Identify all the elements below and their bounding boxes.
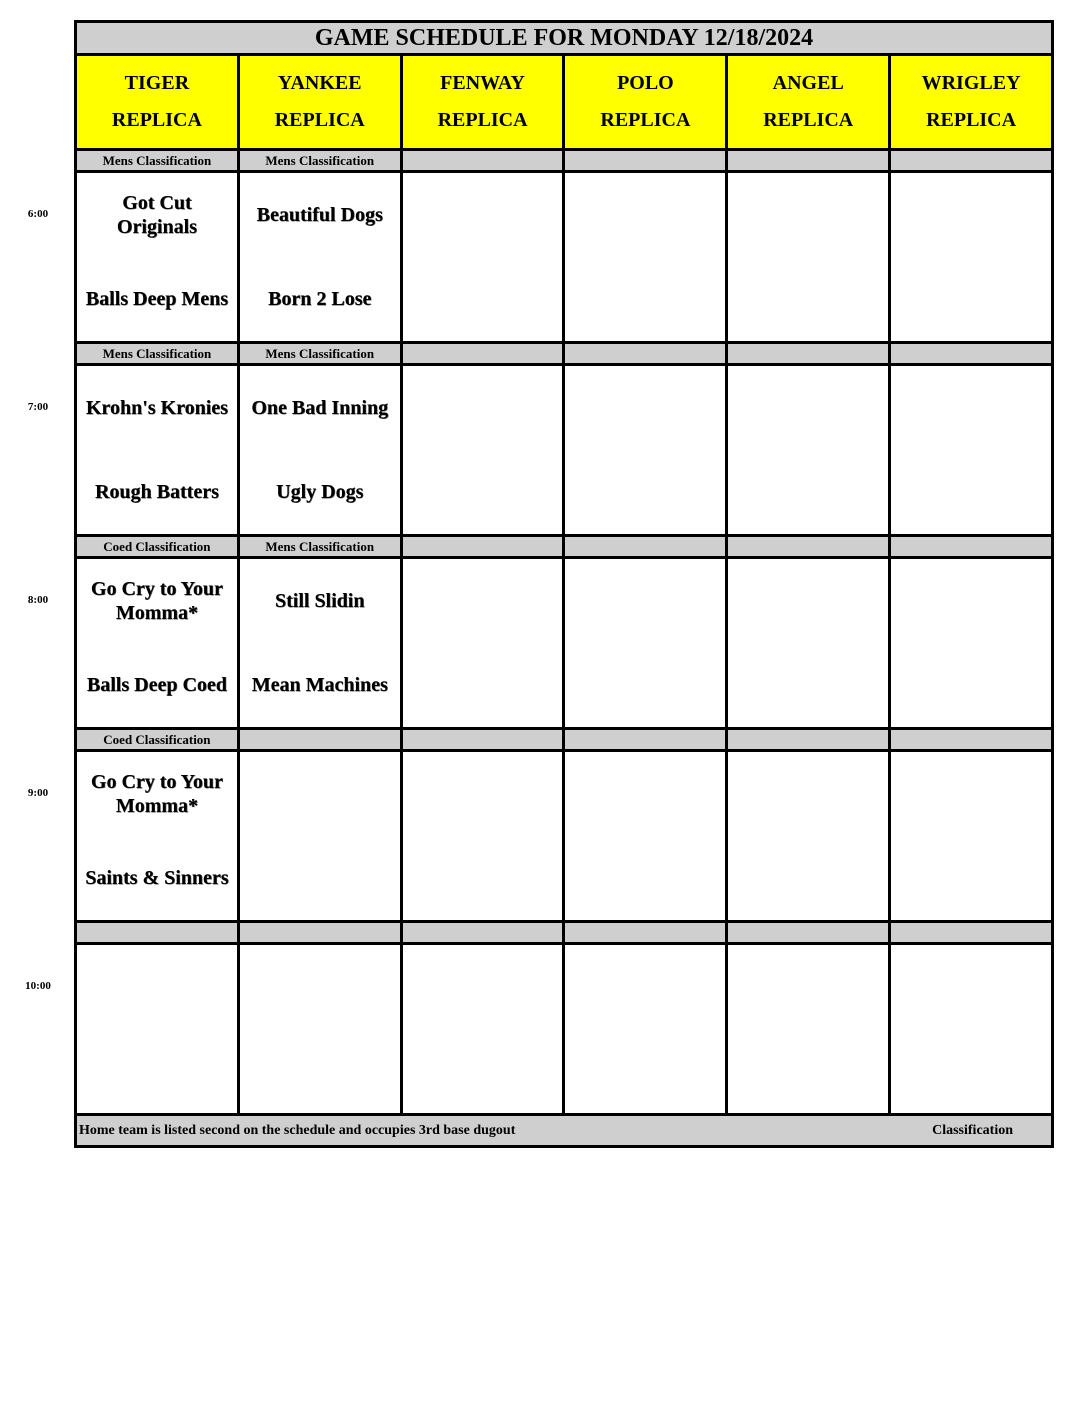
classification-cell <box>401 343 564 365</box>
game-cell <box>890 558 1053 729</box>
away-team <box>891 559 1051 643</box>
footer-note: Home team is listed second on the schedule and occupies 3rd base dugout <box>79 1122 516 1138</box>
game-cell <box>727 558 890 729</box>
classification-cell <box>76 922 239 944</box>
field-name: FENWAY <box>440 72 525 94</box>
away-team <box>891 752 1051 836</box>
field-name: POLO <box>617 72 674 94</box>
classification-cell <box>727 150 890 172</box>
field-header-fenway <box>401 55 564 150</box>
home-team <box>565 257 725 341</box>
field-name: YANKEE <box>277 72 362 94</box>
game-cell <box>238 172 401 343</box>
away-team <box>403 173 563 257</box>
home-team <box>891 257 1051 341</box>
game-cell <box>727 365 890 536</box>
time-label: 6:00 <box>27 207 49 220</box>
game-cell <box>238 365 401 536</box>
classification-cell <box>564 729 727 751</box>
away-team <box>403 752 563 836</box>
away-team <box>565 173 725 257</box>
away-team <box>240 752 400 836</box>
game-row <box>76 944 1053 1115</box>
classification-cell <box>564 536 727 558</box>
time-label: 10:00 <box>25 979 51 992</box>
classification-cell <box>727 536 890 558</box>
game-cell <box>401 172 564 343</box>
field-subtitle: REPLICA <box>111 109 202 131</box>
game-cell <box>401 944 564 1115</box>
game-cell <box>564 365 727 536</box>
away-team <box>891 173 1051 257</box>
away-team <box>403 366 563 450</box>
home-team <box>728 1029 888 1113</box>
game-cell <box>76 365 239 536</box>
field-name: WRIGLEY <box>921 72 1021 94</box>
field-header-tiger <box>76 55 239 150</box>
home-team <box>565 1029 725 1113</box>
time-label: 7:00 <box>27 400 49 413</box>
time-label: 8:00 <box>27 593 49 606</box>
classification-row <box>76 536 1053 558</box>
home-team <box>565 836 725 920</box>
classification-cell: Mens Classification <box>238 343 401 365</box>
classification-cell: Coed Classification <box>76 729 239 751</box>
schedule-sheet <box>74 20 1054 1148</box>
classification-cell: Mens Classification <box>76 150 239 172</box>
away-team <box>240 945 400 1029</box>
classification-row <box>76 343 1053 365</box>
classification-cell <box>890 922 1053 944</box>
home-team: Saints & Sinners <box>85 867 229 889</box>
home-team <box>565 643 725 727</box>
classification-cell <box>564 922 727 944</box>
away-team <box>565 752 725 836</box>
home-team <box>728 450 888 534</box>
field-header-yankee <box>238 55 401 150</box>
classification-row <box>76 922 1053 944</box>
home-team <box>728 643 888 727</box>
game-cell <box>238 558 401 729</box>
classification-cell <box>401 729 564 751</box>
home-team <box>403 257 563 341</box>
away-team: One Bad Inning <box>251 397 389 419</box>
classification-cell <box>401 150 564 172</box>
away-team <box>728 559 888 643</box>
classification-cell <box>890 536 1053 558</box>
game-cell <box>76 558 239 729</box>
field-name: TIGER <box>124 72 190 94</box>
field-subtitle: REPLICA <box>763 109 854 131</box>
classification-cell <box>727 922 890 944</box>
away-team <box>565 945 725 1029</box>
away-team <box>728 945 888 1029</box>
home-team <box>891 1029 1051 1113</box>
classification-cell: Coed Classification <box>76 536 239 558</box>
game-cell <box>727 172 890 343</box>
classification-cell: Mens Classification <box>76 343 239 365</box>
away-team: Still Slidin <box>274 590 365 612</box>
game-row <box>76 172 1053 343</box>
away-team <box>565 366 725 450</box>
home-team <box>77 1029 237 1113</box>
classification-row <box>76 150 1053 172</box>
home-team <box>891 836 1051 920</box>
game-cell <box>564 172 727 343</box>
game-cell <box>564 944 727 1115</box>
classification-cell: Mens Classification <box>238 536 401 558</box>
away-team <box>565 559 725 643</box>
away-team <box>891 945 1051 1029</box>
footer-row <box>76 1115 1053 1147</box>
field-header-wrigley <box>890 55 1053 150</box>
field-subtitle: REPLICA <box>274 109 365 131</box>
time-label: 9:00 <box>27 786 49 799</box>
home-team <box>728 836 888 920</box>
home-team <box>403 836 563 920</box>
classification-row <box>76 729 1053 751</box>
away-team <box>77 945 237 1029</box>
classification-cell <box>238 922 401 944</box>
home-team <box>891 450 1051 534</box>
away-team <box>403 945 563 1029</box>
field-header-polo <box>564 55 727 150</box>
field-header-row <box>76 55 1053 150</box>
schedule-table <box>74 20 1054 1148</box>
home-team: Balls Deep Coed <box>86 674 227 696</box>
home-team <box>728 257 888 341</box>
game-cell <box>727 751 890 922</box>
home-team <box>240 1029 400 1113</box>
home-team: Rough Batters <box>94 481 219 503</box>
game-cell <box>401 365 564 536</box>
footer-cell <box>76 1115 1053 1147</box>
schedule-title: GAME SCHEDULE FOR MONDAY 12/18/2024 <box>76 22 1053 55</box>
field-subtitle: REPLICA <box>437 109 528 131</box>
home-team <box>891 643 1051 727</box>
home-team <box>240 836 400 920</box>
classification-cell: Mens Classification <box>238 150 401 172</box>
game-row <box>76 558 1053 729</box>
field-header-angel <box>727 55 890 150</box>
home-team: Balls Deep Mens <box>85 288 229 310</box>
game-cell <box>401 558 564 729</box>
game-cell <box>890 172 1053 343</box>
game-row <box>76 751 1053 922</box>
game-cell <box>727 944 890 1115</box>
away-team: Krohn's Kronies <box>85 397 228 419</box>
away-team <box>403 559 563 643</box>
classification-cell <box>238 729 401 751</box>
game-cell <box>564 751 727 922</box>
classification-cell <box>727 729 890 751</box>
home-team <box>565 450 725 534</box>
game-cell <box>890 751 1053 922</box>
home-team: Mean Machines <box>251 674 388 696</box>
field-name: ANGEL <box>772 72 844 94</box>
away-team: Beautiful Dogs <box>256 204 383 226</box>
game-cell <box>564 558 727 729</box>
classification-cell <box>890 343 1053 365</box>
away-team <box>891 366 1051 450</box>
classification-cell <box>401 536 564 558</box>
away-team: Go Cry to Your Momma* <box>90 771 223 817</box>
title-row <box>76 22 1053 55</box>
home-team <box>403 450 563 534</box>
game-cell <box>76 944 239 1115</box>
footer-classification: Classification <box>932 1122 1013 1138</box>
away-team <box>728 752 888 836</box>
classification-cell <box>564 150 727 172</box>
field-subtitle: REPLICA <box>600 109 691 131</box>
game-cell <box>76 172 239 343</box>
game-row <box>76 365 1053 536</box>
away-team: Got Cut Originals <box>116 192 197 238</box>
home-team <box>403 643 563 727</box>
home-team <box>403 1029 563 1113</box>
game-cell <box>890 365 1053 536</box>
away-team <box>728 173 888 257</box>
classification-cell <box>564 343 727 365</box>
field-subtitle: REPLICA <box>926 109 1017 131</box>
classification-cell <box>401 922 564 944</box>
home-team: Born 2 Lose <box>268 288 372 310</box>
classification-cell <box>890 729 1053 751</box>
game-cell <box>401 751 564 922</box>
game-cell <box>238 751 401 922</box>
away-team: Go Cry to Your Momma* <box>90 578 223 624</box>
game-cell <box>890 944 1053 1115</box>
classification-cell <box>890 150 1053 172</box>
home-team: Ugly Dogs <box>276 481 364 503</box>
classification-cell <box>727 343 890 365</box>
game-cell <box>238 944 401 1115</box>
game-cell <box>76 751 239 922</box>
away-team <box>728 366 888 450</box>
